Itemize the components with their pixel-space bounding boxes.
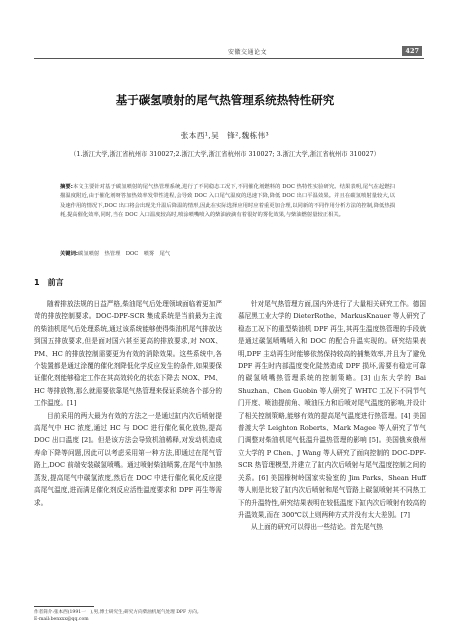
paragraph: 从上面的研究可以得出一些结论。首先尾气热 [251, 523, 383, 532]
left-column [34, 298, 222, 509]
journal-name: 安徽交通论文 [228, 49, 268, 56]
footnote-rule [34, 606, 94, 607]
keywords [60, 249, 395, 257]
abstract-label: 摘要: [60, 184, 73, 190]
footnote [34, 609, 224, 623]
header-rule [34, 58, 424, 59]
paragraph: 针对尾气热管理方面,国内外进行了大量相关研究工作。德国慕尼黑工业大学的 DieterRothe、MarkusKnauer 等人研究了稳态工况下的重型柴油机 DPF 再生,其再生温度热管理的手段就是通过碳氢喷嘴喷入和 DOC 的配合升温实现的。研究结果表明,DPF 主动再生时能够依然保持较高的捕集效率,并且为了避免 DPF 再生时内部温度变化陡然造成 DPF 损坏,需要有稳定可靠的碳氢喷嘴热管理系统的控制策略。[3] 山东大学的 Bai Shuzhan、Chen Guobin 等人研究了 WHTC 工况下不同节气门开度、喷油提前角、喷油压力和后喷对尾气温度的影响,并设计了相关控制策略,能够有效的提高尾气温度进行热管理。[4] 美国普渡大学 Leighton Roberts、Mark Magee 等人研究了节气门调整对柴油机尾气低温升温热管理的影响 [5]。美国俄亥俄州立大学的 P Chen、J Wang 等人研究了面向控制的 DOC-DPF-SCR 热管理模型,并建立了缸内次后喷射与尾气温度控制之间的关系。[6] 美国橡树岭国家实验室的 Jim Parks、Shean Huff 等人则是比较了缸内次后喷射和尾气管路上碳氢喷射其不同热工下的升温特性,研究结果表明在较低温度下缸内次后喷射有较高的升温效果,而在 300℃以上则两种方式并没有太大差别。[7] [238, 300, 426, 519]
author-info: 作者简介:张本西(1991一 ),男,博士研究生;研究方向柴油机尾气处理 DPF 方向。 [34, 610, 202, 615]
article-authors: 张本西¹,吴 锋²,魏栋伟³ [180, 131, 270, 140]
article-affiliations: （1.浙江大学,浙江省杭州市 310027;2.浙江大学,浙江省杭州市 310027; 3.浙江大学,浙江省杭州市 310027） [70, 151, 380, 158]
article-title: 基于碳氢喷射的尾气热管理系统热特性研究 [115, 93, 335, 107]
keywords-text: 碳氢喷射 热管理 DOC 喷雾 尾气 [78, 251, 171, 257]
right-column [238, 298, 426, 534]
page-number: 427 [402, 46, 422, 56]
section-heading-intro: 1 前言 [34, 278, 64, 287]
paragraph: 随着排放法规的日益严格,柴油尾气后处理领域面临着更加严苛的排放控制要求。DOC-DPF-SCR 集成系统是当前最为主流的柴油机尾气后处理系统,通过该系统能够使得柴油机尾气排放达到国五排放要求,但是面对国六甚至更高的排放要求,对 NOX、PM、HC 的排放控制需要更为有效的消除效果。这些系统中,各个装置都是通过涂覆的催化剂降低化学反应发生的条件,如果要保证催化剂能够稳定工作在其高效转化的状态下降去 NOX、PM、HC 等排放物,那么就需要依靠尾气热管理来保证系统各个部分的工作温度。[1] [34, 300, 222, 408]
abstract [60, 183, 395, 221]
paragraph: 目前采用的两大最为有效的方法之一是通过缸内次后喷射提高尾气中 HC 浓度,通过 HC 与 DOC 进行催化氧化放热,提高 DOC 出口温度 [2]。但是该方法会导致机油稀释,对发动机造成寿命下降等问题,因此可以考虑采用第一种方法,即通过在尾气管路上,DOC 前端安装碳氢喷嘴。通过喷射柴油喷雾,在尾气中加热蒸发,提高尾气中碳氢浓度,然后在 DOC 中进行催化氧化反应提高尾气温度,进而满足催化剂反应活性温度要求和 DPF 再生等需求。 [34, 411, 222, 507]
abstract-text: 本文主要针对基于碳氢喷射的尾气热管理系统,进行了不同稳态工况下,不同催化剂燃料的 DOC 热特性实验研究。结果表明,尾气在起燃扫描温度附近,由于催化剂呀答加热效率发带性进程,会导致 DOC 入口尾气温度的迅速下降,降低 DOC 出口平温效果。并且在碳氢喷射量较大,以及速作用的情况下,DOC 出口将会出现先升温后降温的情形,因此在实际选择应用时应着重更加合理,以同新的不同作用分析方法的控制,降低热损耗,提高催化效率,同时,当在 DOC 入口温度较高时,喷涂喷嘴喷入的柴油液滴有着很好的雾化效果,与柴油燃射量较正相关。 [60, 184, 395, 219]
keywords-label: 关键词: [60, 251, 79, 257]
author-email: E-mail:benxxx@qq.com [34, 617, 89, 622]
